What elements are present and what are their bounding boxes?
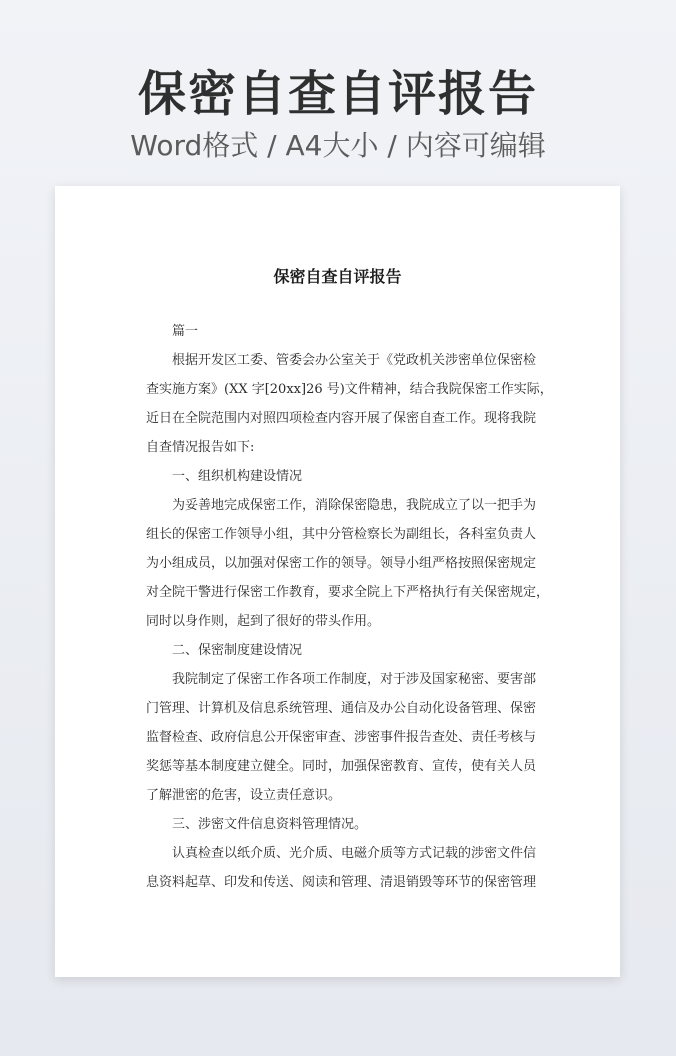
document-line: 奖惩等基本制度建立健全。同时，加强保密教育、宣传，使有关人员: [146, 759, 537, 774]
document-line: 门管理、计算机及信息系统管理、通信及办公自动化设备管理、保密: [146, 701, 537, 716]
document-line: 我院制定了保密工作各项工作制度，对于涉及国家秘密、要害部: [172, 672, 537, 687]
document-line: 查实施方案》(XX 字[20xx]26 号)文件精神，结合我院保密工作实际，: [146, 382, 553, 397]
document-line: 自查情况报告如下:: [146, 440, 255, 455]
document-line: 为小组成员，以加强对保密工作的领导。领导小组严格按照保密规定: [146, 556, 537, 571]
banner: [0, 62, 676, 164]
document-line: 对全院干警进行保密工作教育，要求全院上下严格执行有关保密规定，: [146, 585, 550, 600]
document-line: 监督检查、政府信息公开保密审查、涉密事件报告查处、责任考核与: [146, 730, 537, 745]
document-line: 近日在全院范围内对照四项检查内容开展了保密自查工作。现将我院: [146, 411, 537, 426]
document-line: 组长的保密工作领导小组，其中分管检察长为副组长，各科室负责人: [146, 527, 537, 542]
document-line: 了解泄密的危害，设立责任意识。: [146, 788, 342, 803]
document-line: 为妥善地完成保密工作，消除保密隐患，我院成立了以一把手为: [172, 498, 537, 513]
document-line: 篇一: [172, 324, 199, 339]
banner-subtitle: Word格式 / A4大小 / 内容可编辑: [130, 129, 546, 162]
document-line: 根据开发区工委、管委会办公室关于《党政机关涉密单位保密检: [172, 353, 537, 368]
document-line: 息资料起草、印发和传送、阅读和管理、清退销毁等环节的保密管理: [146, 875, 537, 890]
document-line: 二、保密制度建设情况: [172, 643, 303, 658]
banner-title: 保密自查自评报告: [137, 66, 538, 122]
document-line: 一、组织机构建设情况: [172, 469, 303, 484]
document-title: 保密自查自评报告: [273, 267, 402, 286]
document-body: [146, 317, 553, 897]
document-line: 认真检查以纸介质、光介质、电磁介质等方式记载的涉密文件信: [172, 846, 537, 861]
document-line: 三、涉密文件信息资料管理情况。: [172, 817, 368, 832]
document-page: [55, 186, 620, 977]
document-line: 同时以身作则，起到了很好的带头作用。: [146, 614, 381, 629]
